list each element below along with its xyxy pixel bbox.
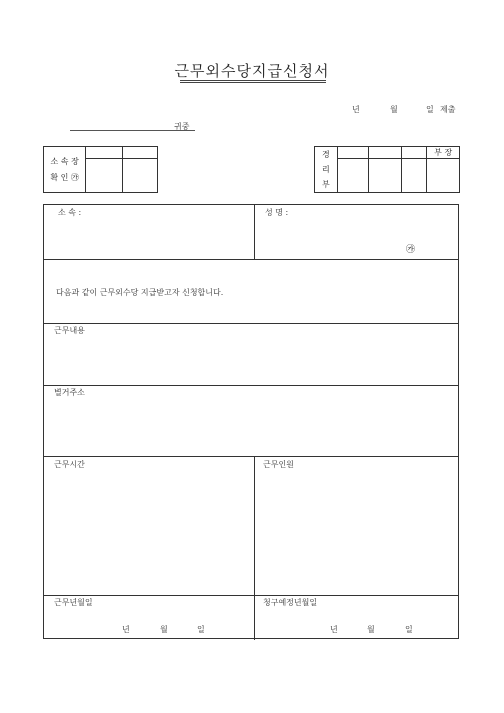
approval-right-sign-4[interactable] <box>427 159 460 193</box>
submit-label: 제출 <box>440 105 456 114</box>
title-underline <box>180 80 326 81</box>
name-label: 성 명 : <box>265 208 289 217</box>
approval-left-label <box>44 147 86 193</box>
approval-right-label-ch1: 경 <box>322 150 330 159</box>
submit-year-label: 년 <box>352 105 360 114</box>
divider-row5 <box>44 595 458 596</box>
divider-row3 <box>44 385 458 386</box>
approval-right-label <box>315 147 338 193</box>
work-persons-label: 근무인원 <box>263 460 294 469</box>
approval-right-sign-1[interactable] <box>337 159 369 193</box>
submit-month-label: 월 <box>390 105 398 114</box>
work-content-label: 근무내용 <box>54 326 85 335</box>
residence-label: 별거주소 <box>54 388 85 397</box>
approval-right-head-2 <box>369 147 401 159</box>
approval-right-head-4: 부 장 <box>427 147 460 159</box>
divider-vertical-bottom <box>254 456 255 640</box>
approval-right-label-ch2: 리 <box>322 165 330 174</box>
approval-left-label-line1: 소 속 장 <box>50 157 79 166</box>
work-date-day: 일 <box>197 625 205 634</box>
work-date-year: 년 <box>122 625 130 634</box>
submit-date-row <box>0 104 504 116</box>
affiliation-label: 소 속 : <box>58 208 82 217</box>
addressee-label: 귀중 <box>174 122 190 131</box>
work-date-month: 월 <box>160 625 168 634</box>
form-title: 근무외수당지급신청서 <box>174 62 330 80</box>
approval-box-left <box>43 146 158 193</box>
claim-date-label: 청구예정년월일 <box>263 598 318 607</box>
approval-right-head-3 <box>401 147 427 159</box>
divider-row1 <box>44 259 458 260</box>
work-date-label: 근무년월일 <box>54 598 93 607</box>
approval-left-sign-1[interactable] <box>86 159 122 193</box>
approval-left-head-2 <box>122 147 157 159</box>
approval-right-head-1 <box>337 147 369 159</box>
approval-right-sign-2[interactable] <box>369 159 401 193</box>
claim-date-year: 년 <box>330 625 338 634</box>
approval-left-head-1 <box>86 147 122 159</box>
divider-row4 <box>44 456 458 457</box>
request-text: 다음과 같이 근무외수당 지급받고자 신청합니다. <box>56 288 224 297</box>
approval-right-label-ch3: 부 <box>322 180 330 189</box>
main-form <box>43 204 459 639</box>
seal-mark: ㉮ <box>406 245 416 255</box>
claim-date-month: 월 <box>367 625 375 634</box>
divider-vertical-top <box>254 205 255 259</box>
work-time-label: 근무시간 <box>54 460 85 469</box>
claim-date-day: 일 <box>405 625 413 634</box>
approval-box-right <box>314 146 460 193</box>
divider-row2 <box>44 323 458 324</box>
approval-left-label-line2: 확 인 ㉮ <box>50 173 79 182</box>
title-underline-2 <box>180 82 326 83</box>
approval-left-sign-2[interactable] <box>122 159 157 193</box>
submit-day-label: 일 <box>426 105 434 114</box>
approval-right-sign-3[interactable] <box>401 159 427 193</box>
